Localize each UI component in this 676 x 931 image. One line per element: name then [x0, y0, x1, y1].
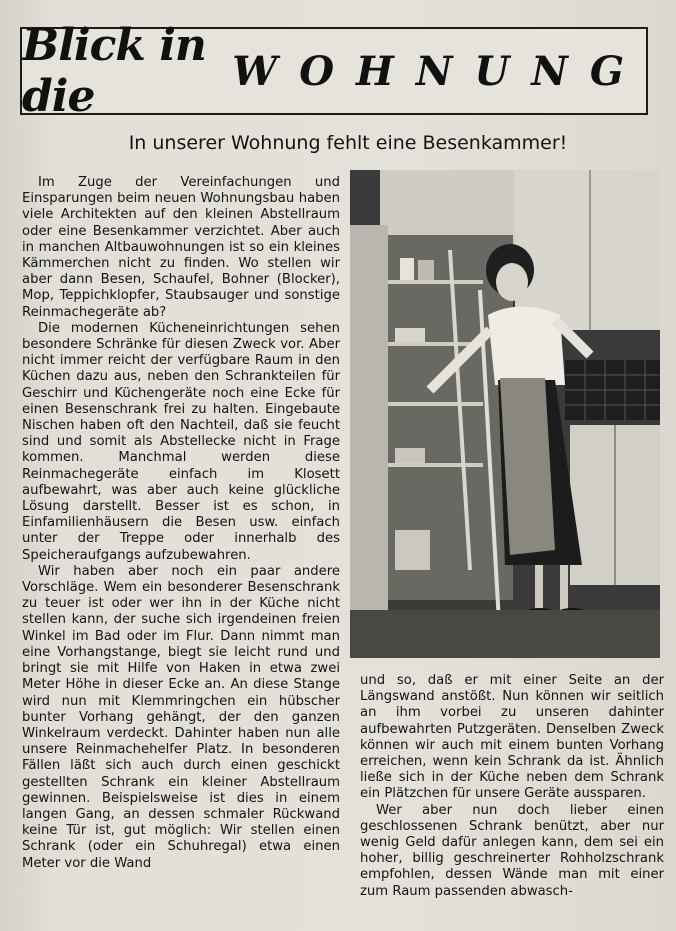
section-title-spaced: WOHNUNG — [232, 47, 646, 95]
article-right-column — [360, 673, 664, 900]
article-left-column — [22, 175, 340, 872]
kitchen-broom-cupboard-photo — [350, 170, 660, 658]
section-header — [20, 20, 648, 122]
paragraph: Wir haben aber noch ein paar andere Vorschläge. Wem ein besonderer Besenschrank zu teuer ist oder wer ihn in der Küche nicht stellen kann, der suche sich irgendeinen freien Winkel im Bad oder im Flur. Dann nimmt man eine Vorhangstange, biegt sie leicht rund und bringt sie mit Hilfe von Haken in etwa zwei Meter Höhe in dieser Ecke an. An diese Stange wird nun mit Klemmringchen ein hübscher bunter Vorhang gehängt, der den ganzen Winkelraum verdeckt. Dahinter haben nun alle unsere Reinmachehelfer Platz. In besonderen Fällen läßt sich auch durch einen geschickt gestellten Schrank ein kleiner Abstellraum gewinnen. Beispielsweise ist dies in einem langen Gang, an dessen schmaler Rückwand keine Tür ist, gut möglich: Wir stellen einen Schrank (oder ein Schuhregal) etwa einen Meter vor die Wand — [22, 563, 340, 871]
paragraph: Wer aber nun doch lieber einen geschlossenen Schrank benützt, aber nur wenig Geld dafür anlegen kann, dem sei ein hoher, billig geschreinerter Rohholzschrank empfohlen, dessen Wände man mit einer zum Raum passenden abwasch- — [360, 802, 664, 899]
section-title-main: Blick in die — [22, 20, 206, 122]
paragraph: Im Zuge der Vereinfachungen und Einsparungen beim neuen Wohnungsbau haben viele Architekten auf den kleinen Abstellraum oder eine Besenkammer verzichtet. Aber auch in manchen Altbauwohnungen ist so ein kleines Kämmerchen nicht zu finden. Wo stellen wir aber dann Besen, Schaufel, Bohner (Blocker), Mop, Teppichklopfer, Staubsauger und sonstige Reinmachegeräte ab? — [22, 175, 340, 320]
article-subtitle: In unserer Wohnung fehlt eine Besenkammer! — [128, 132, 568, 154]
paragraph: und so, daß er mit einer Seite an der Längswand anstößt. Nun können wir seitlich an ihm vorbei zu unseren dahinter aufbewahrten Putzgeräten. Denselben Zweck können wir auch mit einem bunten Vorhang erreichen, wenn kein Schrank da ist. Ähnlich ließe sich in der Küche neben dem Schrank ein Plätzchen für unsere Geräte aussparen. — [360, 673, 664, 802]
paragraph: Die modernen Kücheneinrichtungen sehen besondere Schränke für diesen Zweck vor. Aber nicht immer reicht der verfügbare Raum in den Küchen dazu aus, neben den Schrankteilen für Geschirr und Küchengeräte noch eine Ecke für einen Besenschrank frei zu halten. Eingebaute Nischen haben oft den Nachteil, daß sie feucht sind und somit als Abstellecke nicht in Frage kommen. Manchmal werden diese Reinmachegeräte einfach im Klosett aufbewahrt, was aber auch keine glückliche Lösung darstellt. Besser ist es schon, in Einfamilienhäusern die Besen usw. einfach unter der Treppe oder innerhalb des Speicheraufgangs aufzubewahren. — [22, 320, 340, 563]
